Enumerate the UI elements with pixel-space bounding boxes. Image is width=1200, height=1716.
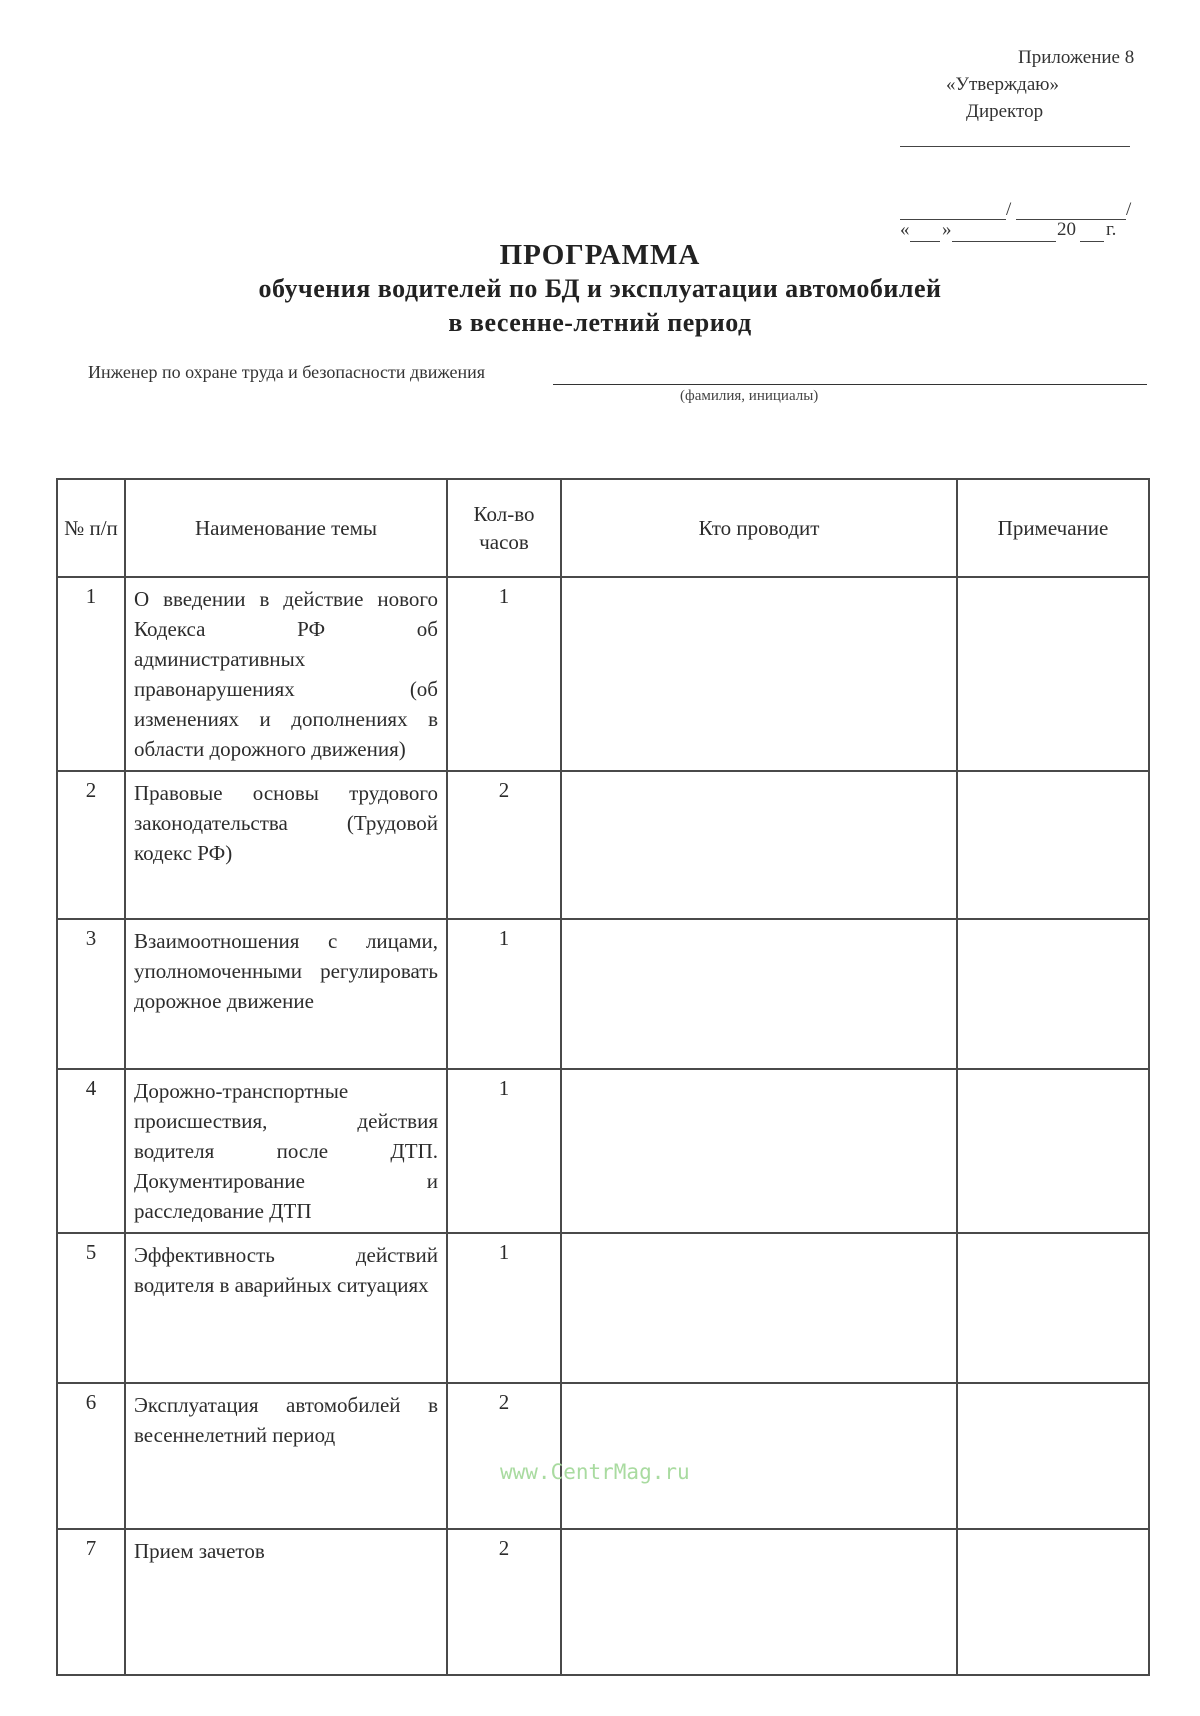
row-who[interactable] [561,1529,957,1675]
row-topic: Прием зачетов [125,1529,447,1675]
row-note[interactable] [957,1383,1149,1529]
appendix-label: Приложение 8 [1018,47,1135,68]
row-topic: Эксплуатация автомобилей в весеннелетний период [125,1383,447,1529]
table-row [57,1233,1149,1383]
row-who[interactable] [561,771,957,919]
row-hours: 1 [447,577,561,771]
row-hours: 2 [447,1383,561,1529]
row-topic: Правовые основы трудового законодательства (Трудовой кодекс РФ) [125,771,447,919]
document-title [0,238,1200,340]
row-hours: 2 [447,771,561,919]
header-topic: Наименование темы [125,479,447,577]
approve-label: «Утверждаю» [946,74,1059,95]
row-hours: 1 [447,919,561,1069]
header-who: Кто проводит [561,479,957,577]
row-topic: О введении в действие нового Кодекса РФ об административных правонарушениях (об изменениях и дополнениях в области дорожного движения) [125,577,447,771]
row-num: 4 [57,1069,125,1233]
slash-2: / [1126,199,1132,220]
slash-1: / [1006,199,1012,220]
row-who[interactable] [561,577,957,771]
director-label: Директор [966,101,1044,122]
row-num: 5 [57,1233,125,1383]
row-who[interactable] [561,1069,957,1233]
table-row [57,577,1149,771]
row-topic: Дорожно-транспортные происшествия, действия водителя после ДТП. Документирование и расследование ДТП [125,1069,447,1233]
engineer-caption: (фамилия, инициалы) [680,388,819,404]
table-row [57,771,1149,919]
engineer-name-line [553,384,1147,385]
table-row [57,1383,1149,1529]
title-line-1: ПРОГРАММА [499,239,701,271]
program-table [56,478,1150,1676]
row-who[interactable] [561,1233,957,1383]
row-num: 3 [57,919,125,1069]
watermark: www.CentrMag.ru [500,1460,690,1484]
table-row [57,1529,1149,1675]
row-topic: Взаимоотношения с лицами, уполномоченными регулировать дорожное движение [125,919,447,1069]
header-num: № п/п [57,479,125,577]
row-note[interactable] [957,919,1149,1069]
header-note: Примечание [957,479,1149,577]
row-hours: 1 [447,1233,561,1383]
title-line-2: обучения водителей по БД и эксплуатации автомобилей [258,274,942,303]
row-note[interactable] [957,771,1149,919]
row-num: 2 [57,771,125,919]
title-line-3: в весенне-летний период [448,308,752,337]
signature-line [900,146,1130,147]
row-who[interactable] [561,1383,957,1529]
row-num: 1 [57,577,125,771]
row-hours: 2 [447,1529,561,1675]
table-row [57,1069,1149,1233]
row-note[interactable] [957,1529,1149,1675]
date-open-quote: « [900,219,910,240]
row-note[interactable] [957,1233,1149,1383]
row-topic: Эффективность действий водителя в аварийных ситуациях [125,1233,447,1383]
engineer-label: Инженер по охране труда и безопасности движения [88,362,486,382]
row-note[interactable] [957,1069,1149,1233]
row-note[interactable] [957,577,1149,771]
date-close-quote: » [942,219,952,240]
row-num: 6 [57,1383,125,1529]
row-who[interactable] [561,919,957,1069]
row-hours: 1 [447,1069,561,1233]
row-num: 7 [57,1529,125,1675]
year-suffix: г. [1106,219,1117,240]
table-row [57,919,1149,1069]
year-prefix: 20 [1057,219,1076,240]
header-hours: Кол-во часов [447,479,561,577]
table-header-row [57,479,1149,577]
